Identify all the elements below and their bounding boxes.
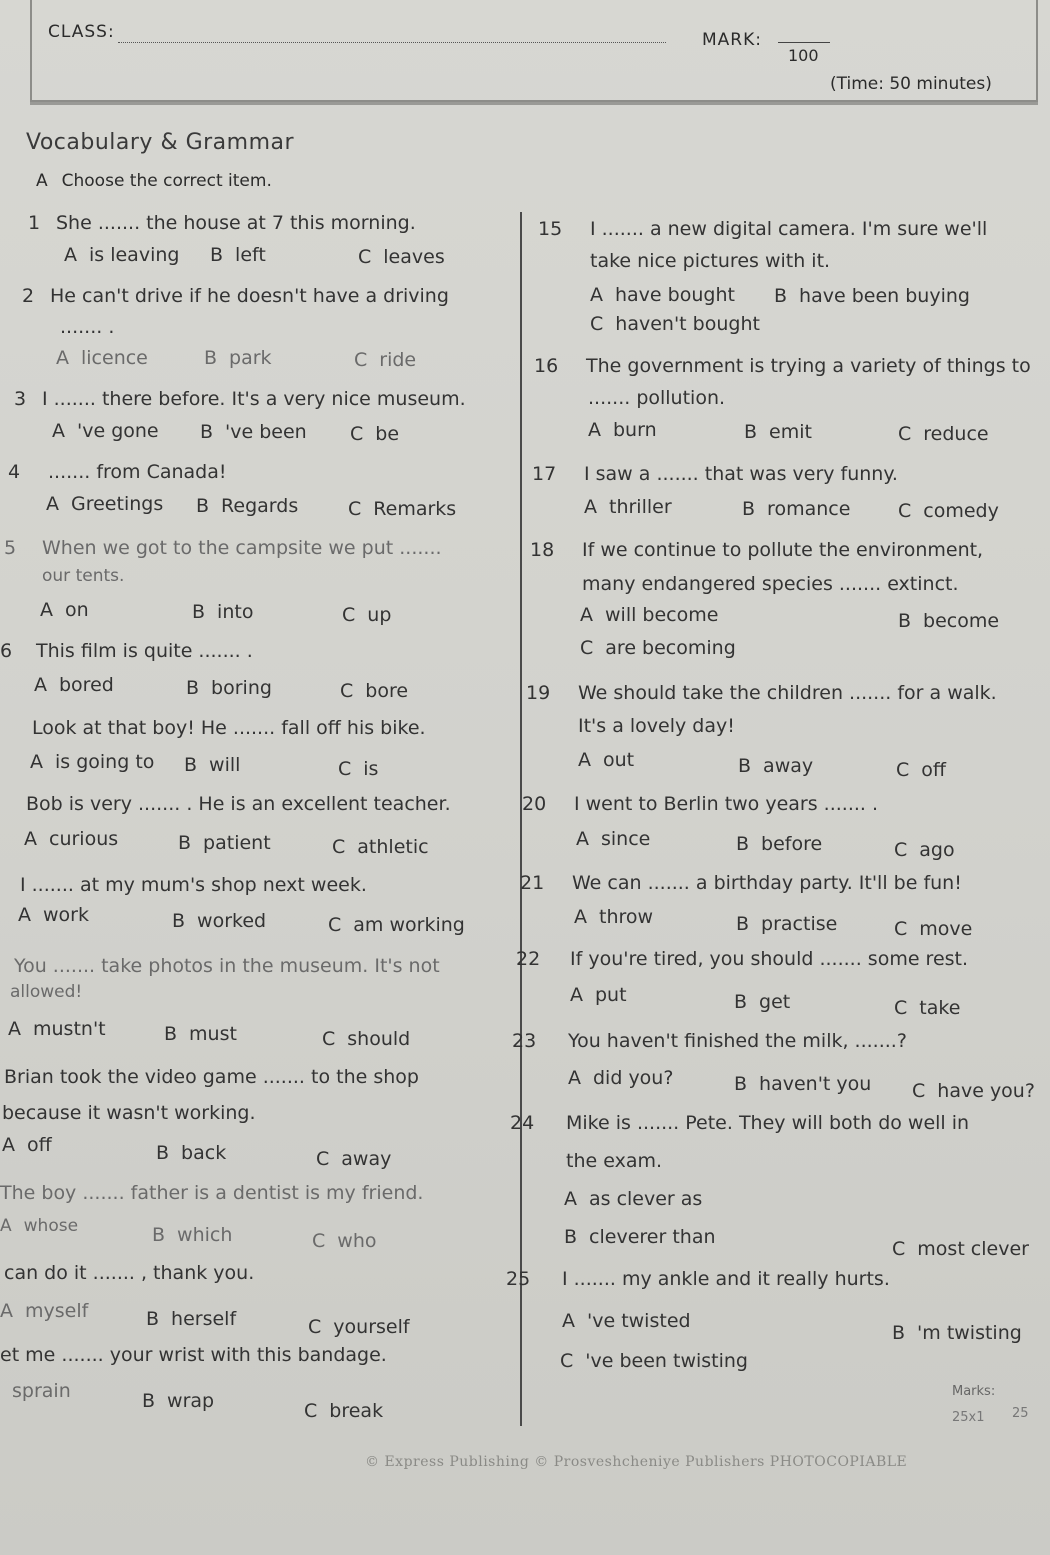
option-b[interactable]: B patient — [178, 832, 271, 854]
option-b[interactable]: B 'm twisting — [892, 1322, 1022, 1344]
option-a[interactable]: A work — [18, 904, 89, 926]
question-11 — [4, 1066, 419, 1088]
question-text: et me ....... your wrist with this bandage. — [0, 1344, 387, 1366]
section-title: Vocabulary & Grammar — [26, 130, 295, 155]
option-b[interactable]: B back — [156, 1142, 227, 1164]
question-6: 6 This film is quite ....... . — [0, 640, 253, 662]
question-1 — [28, 212, 416, 234]
question-text: I ....... at my mum's shop next week. — [20, 874, 367, 896]
option-b[interactable]: B Regards — [196, 495, 299, 517]
question-25: 25 I ....... my ankle and it really hurts. — [506, 1268, 890, 1290]
question-11-cont: because it wasn't working. — [2, 1102, 256, 1124]
question-text: can do it ....... , thank you. — [4, 1262, 255, 1284]
option-b[interactable]: B cleverer than — [564, 1226, 716, 1248]
option-c[interactable]: C comedy — [898, 500, 999, 522]
option-a[interactable]: A thriller — [584, 496, 672, 518]
question-10-cont: allowed! — [10, 982, 83, 1002]
question-23: 23 You haven't finished the milk, .......? — [512, 1030, 907, 1052]
marks-label: Marks: — [952, 1384, 996, 1399]
question-22: 22 If you're tired, you should ....... some rest. — [516, 948, 969, 970]
option-a[interactable]: A since — [576, 828, 651, 850]
question-text: This film is quite ....... . — [36, 640, 253, 662]
option-c[interactable]: C should — [322, 1028, 411, 1050]
option-a[interactable]: A myself — [0, 1300, 89, 1322]
option-b[interactable]: B must — [164, 1023, 237, 1045]
option-b[interactable]: B become — [898, 610, 1000, 632]
question-text: She ....... the house at 7 this morning. — [56, 212, 416, 234]
question-text: If we continue to pollute the environment, — [582, 539, 984, 561]
option-a[interactable]: A 've twisted — [562, 1310, 691, 1332]
question-text: I saw a ....... that was very funny. — [584, 463, 898, 485]
question-16: 16 The government is trying a variety of things to — [534, 355, 1031, 377]
option-a[interactable]: A throw — [574, 906, 654, 928]
class-field-line — [118, 42, 666, 43]
question-9 — [20, 874, 367, 896]
option-a[interactable]: A 've gone — [52, 420, 159, 442]
question-text: Look at that boy! He ....... fall off his bike. — [32, 717, 426, 739]
mark-field-line — [778, 42, 830, 43]
question-7 — [32, 717, 426, 739]
option-a[interactable]: A mustn't — [8, 1018, 106, 1040]
question-text: The boy ....... father is a dentist is my friend. — [0, 1182, 424, 1204]
question-19: 19 We should take the children ....... for a walk. — [526, 682, 997, 704]
option-a[interactable]: sprain — [12, 1380, 71, 1402]
option-a[interactable]: A Greetings — [46, 493, 164, 515]
question-text: We should take the children ....... for a walk. — [578, 682, 997, 704]
question-12 — [0, 1182, 423, 1204]
question-15-cont: take nice pictures with it. — [590, 250, 831, 272]
option-b[interactable]: B have been buying — [774, 285, 970, 307]
option-c[interactable]: C Remarks — [348, 498, 457, 520]
question-3: 3 I ....... there before. It's a very nice museum. — [14, 388, 466, 410]
question-2-cont: ....... . — [60, 316, 115, 338]
marks-total: 25 — [1012, 1406, 1029, 1421]
option-a[interactable]: A burn — [588, 419, 657, 441]
option-c[interactable]: C move — [894, 918, 973, 940]
option-c[interactable]: C 've been twisting — [560, 1350, 748, 1372]
footer-copyright: © Express Publishing © Prosveshcheniye Publishers PHOTOCOPIABLE — [365, 1454, 908, 1470]
option-a[interactable]: A licence — [56, 347, 148, 369]
column-divider — [520, 212, 522, 1426]
option-c[interactable]: C most clever — [892, 1238, 1029, 1260]
option-a[interactable]: A as clever as — [564, 1188, 703, 1210]
option-c[interactable]: C are becoming — [580, 637, 736, 659]
option-a[interactable]: A will become — [580, 604, 719, 626]
option-a[interactable]: A on — [40, 599, 89, 621]
option-c[interactable]: C athletic — [332, 836, 429, 858]
question-24: 24 Mike is ....... Pete. They will both do well in — [510, 1112, 970, 1134]
option-c[interactable]: C leaves — [358, 246, 445, 268]
option-a[interactable]: A did you? — [568, 1067, 674, 1089]
question-21: 21 We can ....... a birthday party. It'll be fun! — [520, 872, 962, 894]
option-a[interactable]: A out — [578, 749, 635, 771]
option-c[interactable]: C have you? — [912, 1080, 1035, 1102]
option-b[interactable]: B into — [192, 601, 254, 623]
option-c[interactable]: C yourself — [308, 1316, 410, 1338]
option-c[interactable]: C up — [342, 604, 392, 626]
option-c[interactable]: C who — [312, 1230, 377, 1252]
question-text: You haven't finished the milk, .......? — [568, 1030, 907, 1052]
option-b[interactable]: B romance — [742, 498, 851, 520]
question-text: I ....... a new digital camera. I'm sure we'll — [590, 218, 988, 240]
option-c[interactable]: C is — [338, 758, 379, 780]
option-a[interactable]: A is leaving — [64, 244, 180, 266]
option-b[interactable]: B wrap — [142, 1390, 215, 1412]
question-text: If you're tired, you should ....... some rest. — [570, 948, 969, 970]
question-text: I went to Berlin two years ....... . — [574, 793, 879, 815]
option-b[interactable]: B away — [738, 755, 814, 777]
option-c[interactable]: C break — [304, 1400, 384, 1422]
option-b[interactable]: B get — [734, 991, 791, 1013]
marks-calc: 25x1 — [952, 1410, 985, 1425]
option-c[interactable]: C bore — [340, 680, 409, 702]
option-c[interactable]: C ago — [894, 839, 955, 861]
option-a[interactable]: A whose — [0, 1216, 79, 1236]
question-20: 20 I went to Berlin two years ....... . — [522, 793, 879, 815]
option-b[interactable]: B will — [184, 754, 241, 776]
question-14 — [0, 1344, 387, 1366]
option-b[interactable]: B herself — [146, 1308, 237, 1330]
option-c[interactable]: C off — [896, 759, 946, 781]
question-text: I ....... my ankle and it really hurts. — [562, 1268, 890, 1290]
option-c[interactable]: C haven't bought — [590, 313, 760, 335]
question-18: 18 If we continue to pollute the environment, — [530, 539, 984, 561]
question-text: When we got to the campsite we put ....... — [42, 537, 442, 559]
question-text: Mike is ....... Pete. They will both do well in — [566, 1112, 970, 1134]
question-4: 4 ....... from Canada! — [8, 461, 227, 483]
question-number: 1 — [28, 212, 41, 234]
question-17: 17 I saw a ....... that was very funny. — [532, 463, 898, 485]
question-10 — [14, 955, 440, 977]
option-c[interactable]: C away — [316, 1148, 392, 1170]
question-text: I ....... there before. It's a very nice museum. — [42, 388, 466, 410]
option-a[interactable]: A put — [570, 984, 627, 1006]
question-text: Bob is very ....... . He is an excellent teacher. — [26, 793, 451, 815]
task-instruction — [36, 171, 272, 191]
question-24-cont: the exam. — [566, 1150, 663, 1172]
mark-total: 100 — [788, 46, 819, 65]
option-a[interactable]: A bored — [34, 674, 114, 696]
question-text: We can ....... a birthday party. It'll be fun! — [572, 872, 962, 894]
option-b[interactable]: B before — [736, 833, 823, 855]
question-8 — [26, 793, 451, 815]
option-b[interactable]: B 've been — [200, 421, 307, 443]
option-b[interactable]: B which — [152, 1224, 233, 1246]
option-a[interactable]: A have bought — [590, 284, 735, 306]
option-b[interactable]: B park — [204, 347, 272, 369]
option-b[interactable]: B left — [210, 244, 266, 266]
option-c[interactable]: C be — [350, 423, 400, 445]
question-text: ....... from Canada! — [48, 461, 227, 483]
time-limit: (Time: 50 minutes) — [830, 74, 992, 94]
question-13 — [4, 1262, 254, 1284]
option-b[interactable]: B emit — [744, 421, 812, 443]
option-b[interactable]: B worked — [172, 910, 267, 932]
option-c[interactable]: C reduce — [898, 423, 989, 445]
question-16-cont: ....... pollution. — [588, 387, 726, 409]
question-18-cont: many endangered species ....... extinct. — [582, 573, 959, 595]
option-b[interactable]: B haven't you — [734, 1073, 872, 1095]
mark-label: MARK: — [702, 30, 762, 50]
option-a[interactable]: A off — [2, 1134, 52, 1156]
task-text: Choose the correct item. — [61, 171, 272, 191]
question-text: The government is trying a variety of things to — [586, 355, 1031, 377]
option-a[interactable]: A is going to — [30, 751, 155, 773]
question-text: He can't drive if he doesn't have a driving — [50, 285, 449, 307]
question-text: You ....... take photos in the museum. It's not — [14, 955, 440, 977]
task-letter: A — [36, 171, 48, 191]
question-15: 15 I ....... a new digital camera. I'm sure we'll — [538, 218, 988, 240]
class-label: CLASS: — [48, 22, 115, 42]
question-text: Brian took the video game ....... to the shop — [4, 1066, 419, 1088]
option-b[interactable]: B practise — [736, 913, 838, 935]
question-5-cont: our tents. — [42, 566, 125, 586]
option-c[interactable]: C take — [894, 997, 961, 1019]
option-c[interactable]: C ride — [354, 349, 417, 371]
question-19-cont: It's a lovely day! — [578, 715, 735, 737]
option-b[interactable]: B boring — [186, 677, 272, 699]
question-2: 2 He can't drive if he doesn't have a driving — [22, 285, 449, 307]
question-5: 5 When we got to the campsite we put ....... — [4, 537, 442, 559]
option-a[interactable]: A curious — [24, 828, 119, 850]
option-c[interactable]: C am working — [328, 914, 465, 936]
